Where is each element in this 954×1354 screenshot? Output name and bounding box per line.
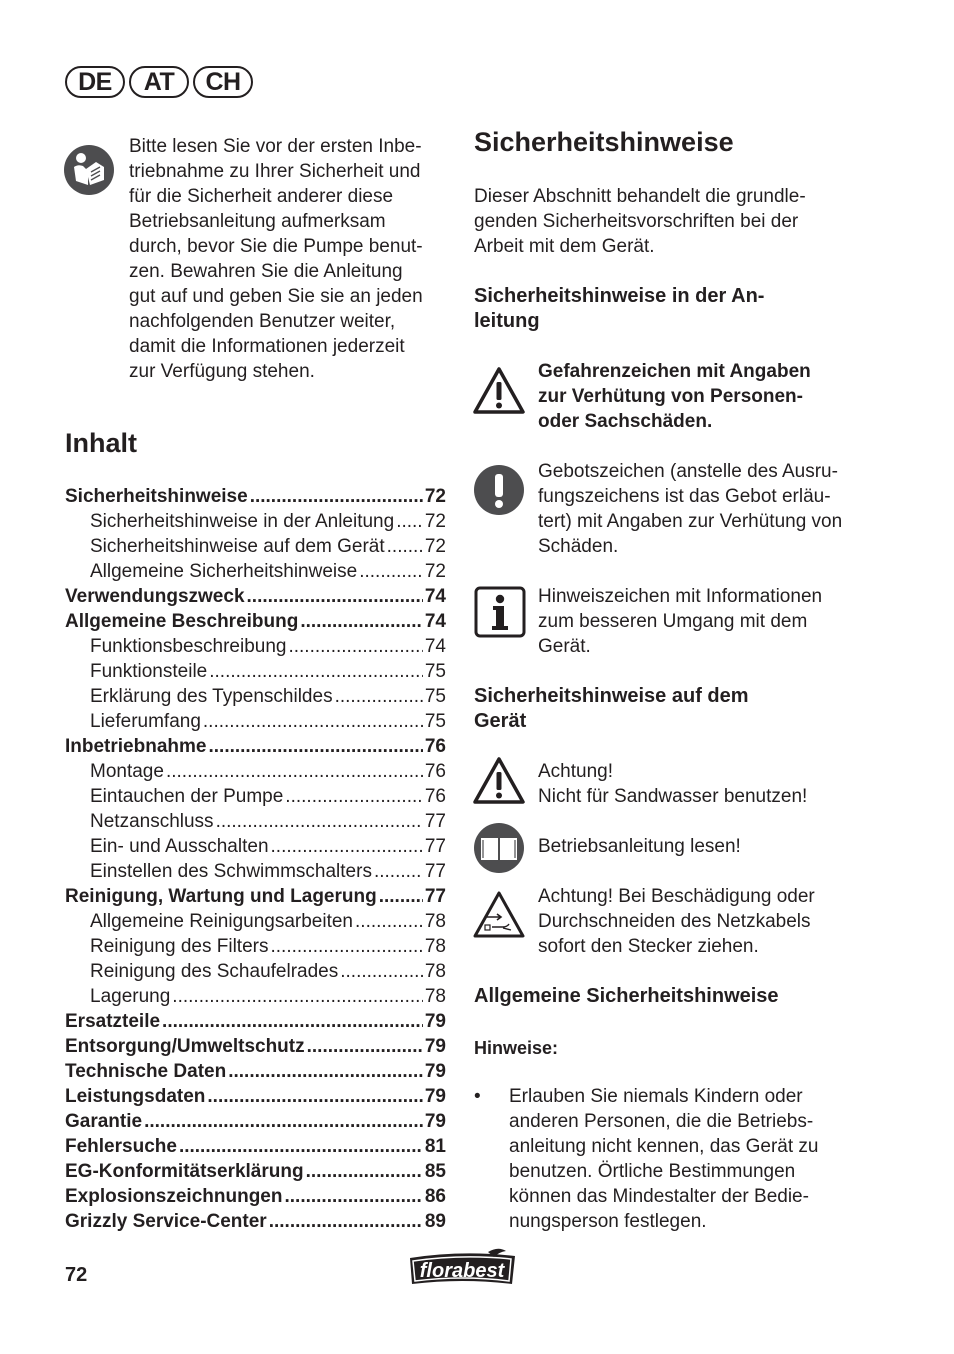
text-line: Achtung! Bei Beschädigung oder: [538, 886, 815, 907]
toc-dot-leader: [144, 1109, 423, 1134]
toc-dot-leader: [172, 984, 423, 1009]
toc-entry: [65, 934, 446, 959]
text-line: Bitte lesen Sie vor der ersten Inbe-: [129, 136, 422, 157]
toc-entry-label: Reinigung des Filters: [90, 936, 269, 957]
text-line: können das Mindestalter der Bedie-: [509, 1186, 809, 1207]
text-line: genden Sicherheitsvorschriften bei der: [474, 211, 799, 232]
toc-entry-label: Inbetriebnahme: [65, 736, 207, 757]
text-line: zen. Bewahren Sie die Anleitung: [129, 261, 403, 282]
text-line: nachfolgenden Benutzer weiter,: [129, 311, 396, 332]
toc-entry-page: 74: [424, 611, 446, 632]
toc-entry: [65, 1034, 446, 1059]
toc-dot-leader: [374, 859, 423, 884]
toc-dot-leader: [288, 634, 422, 659]
toc-entry-page: 78: [424, 986, 446, 1007]
toc-entry-label: Funktionsbeschreibung: [90, 636, 287, 657]
toc-entry-page: 75: [424, 711, 446, 732]
toc-dot-leader: [247, 584, 423, 609]
toc-entry-label: Leistungsdaten: [65, 1086, 206, 1107]
toc-entry-label: Reinigung, Wartung und Lagerung: [65, 886, 377, 907]
country-badge-de: DE: [65, 66, 125, 98]
toc-entry-page: 75: [424, 686, 446, 707]
toc-title: Inhalt: [65, 428, 137, 458]
section-intro: [474, 184, 864, 259]
toc-entry-page: 77: [424, 836, 446, 857]
toc-entry-page: 72: [424, 561, 446, 582]
intro-paragraph: [129, 134, 449, 384]
toc-entry: [65, 759, 446, 784]
text-line: sofort den Stecker ziehen.: [538, 936, 759, 957]
text-line: triebnahme zu Ihrer Sicherheit und: [129, 161, 421, 182]
bullet-text: [509, 1084, 899, 1234]
text-line: nungsperson festlegen.: [509, 1211, 707, 1232]
heading-anleitung: [474, 284, 874, 334]
toc-entry-label: Grizzly Service-Center: [65, 1211, 267, 1232]
sand-warning-text: [538, 759, 928, 809]
mandatory-exclamation-icon: [473, 464, 525, 516]
text-line: oder Sachschäden.: [538, 411, 713, 432]
toc-entry-label: Fehlersuche: [65, 1136, 177, 1157]
toc-entry-label: Allgemeine Beschreibung: [65, 611, 299, 632]
toc-entry-page: 72: [424, 511, 446, 532]
toc-entry-page: 77: [424, 886, 446, 907]
text-line: gut auf und geben Sie sie an jeden: [129, 286, 423, 307]
heading-line: Sicherheitshinweise auf dem: [474, 685, 749, 707]
toc-entry: [65, 659, 446, 684]
section-title: Sicherheitshinweise: [474, 127, 734, 157]
toc-entry-page: 79: [424, 1111, 446, 1132]
toc-entry-label: Garantie: [65, 1111, 143, 1132]
toc-dot-leader: [162, 1009, 423, 1034]
toc-entry: [65, 984, 446, 1009]
toc-dot-leader: [208, 734, 422, 759]
toc-dot-leader: [300, 609, 423, 634]
table-of-contents: [65, 484, 446, 1234]
toc-entry-page: 86: [424, 1186, 446, 1207]
page-number: 72: [65, 1264, 88, 1286]
toc-dot-leader: [271, 834, 423, 859]
text-line: Schäden.: [538, 536, 619, 557]
toc-entry-page: 79: [424, 1036, 446, 1057]
toc-dot-leader: [250, 484, 423, 509]
heading-allgemein: Allgemeine Sicherheitshinweise: [474, 985, 779, 1007]
toc-dot-leader: [269, 1209, 423, 1234]
toc-dot-leader: [270, 934, 422, 959]
toc-entry: [65, 634, 446, 659]
text-line: zur Verhütung von Personen-: [538, 386, 803, 407]
text-line: anleitung nicht kennen, das Gerät zu: [509, 1136, 819, 1157]
toc-dot-leader: [335, 684, 423, 709]
toc-dot-leader: [306, 1159, 423, 1184]
logo-text: florabest: [419, 1260, 505, 1282]
text-line: Achtung!: [538, 761, 613, 782]
unplug-warning-text: [538, 884, 928, 959]
toc-entry-page: 75: [424, 661, 446, 682]
text-line: Gefahrenzeichen mit Angaben: [538, 361, 811, 382]
toc-entry-label: Explosionszeichnungen: [65, 1186, 283, 1207]
toc-dot-leader: [166, 759, 423, 784]
toc-entry-label: Eintauchen der Pumpe: [90, 786, 284, 807]
toc-dot-leader: [207, 1084, 422, 1109]
toc-entry: [65, 1009, 446, 1034]
country-badge-at: AT: [129, 66, 189, 98]
toc-entry-page: 76: [424, 786, 446, 807]
heading-line: Gerät: [474, 710, 527, 732]
toc-entry: [65, 1084, 446, 1109]
danger-sign-description: [538, 359, 928, 434]
toc-entry: [65, 834, 446, 859]
information-icon: [474, 586, 526, 638]
toc-dot-leader: [216, 809, 423, 834]
toc-entry-page: 74: [424, 586, 446, 607]
text-line: anderen Personen, die die Betriebs-: [509, 1111, 814, 1132]
toc-entry-label: Einstellen des Schwimmschalters: [90, 861, 372, 882]
toc-entry: [65, 609, 446, 634]
toc-entry-page: 89: [424, 1211, 446, 1232]
toc-entry-page: 78: [424, 936, 446, 957]
book-icon: [473, 822, 525, 874]
text-line: damit die Informationen jederzeit: [129, 336, 405, 357]
toc-entry: [65, 1209, 446, 1234]
toc-entry: [65, 1184, 446, 1209]
toc-entry-label: Ein- und Ausschalten: [90, 836, 269, 857]
toc-entry-page: 77: [424, 811, 446, 832]
toc-dot-leader: [228, 1059, 423, 1084]
toc-entry-label: Technische Daten: [65, 1061, 227, 1082]
toc-entry: [65, 809, 446, 834]
toc-entry: [65, 534, 446, 559]
toc-entry-label: Reinigung des Schaufelrades: [90, 961, 339, 982]
text-line: Betriebsanleitung lesen!: [538, 836, 741, 857]
toc-entry: [65, 484, 446, 509]
toc-entry: [65, 1134, 446, 1159]
toc-entry-page: 74: [424, 636, 446, 657]
toc-entry-label: Entsorgung/Umweltschutz: [65, 1036, 305, 1057]
heading-geraet: [474, 684, 874, 734]
warning-triangle-icon: [473, 756, 525, 808]
text-line: tert) mit Angaben zur Verhütung von: [538, 511, 843, 532]
toc-dot-leader: [307, 1034, 423, 1059]
text-line: zur Verfügung stehen.: [129, 361, 315, 382]
text-line: Gerät.: [538, 636, 591, 657]
toc-entry: [65, 784, 446, 809]
toc-entry-label: Ersatzteile: [65, 1011, 161, 1032]
toc-entry: [65, 1059, 446, 1084]
toc-dot-leader: [355, 909, 423, 934]
toc-dot-leader: [203, 709, 423, 734]
toc-entry-page: 72: [424, 486, 446, 507]
info-sign-description: [538, 584, 928, 659]
toc-dot-leader: [209, 659, 423, 684]
toc-dot-leader: [359, 559, 423, 584]
toc-entry-label: Lieferumfang: [90, 711, 201, 732]
mandatory-sign-description: [538, 459, 928, 559]
toc-entry-label: Verwendungszweck: [65, 586, 245, 607]
toc-entry-label: Sicherheitshinweise: [65, 486, 248, 507]
toc-entry-page: 72: [424, 536, 446, 557]
text-line: Arbeit mit dem Gerät.: [474, 236, 655, 257]
toc-entry-page: 79: [424, 1011, 446, 1032]
toc-entry: [65, 734, 446, 759]
text-line: Gebotszeichen (anstelle des Ausru-: [538, 461, 838, 482]
toc-entry: [65, 509, 446, 534]
toc-entry-label: Sicherheitshinweise in der Anleitung: [90, 511, 395, 532]
toc-entry: [65, 709, 446, 734]
text-line: Erlauben Sie niemals Kindern oder: [509, 1086, 803, 1107]
toc-dot-leader: [379, 884, 423, 909]
read-manual-text: [538, 834, 928, 859]
toc-entry-label: Allgemeine Sicherheitshinweise: [90, 561, 358, 582]
toc-dot-leader: [340, 959, 423, 984]
text-line: fungszeichens ist das Gebot erläu-: [538, 486, 831, 507]
read-manual-icon: [64, 145, 114, 195]
toc-entry: [65, 1109, 446, 1134]
toc-entry: [65, 684, 446, 709]
toc-entry-label: Sicherheitshinweise auf dem Gerät: [90, 536, 385, 557]
toc-dot-leader: [396, 509, 423, 534]
toc-entry: [65, 584, 446, 609]
toc-entry: [65, 859, 446, 884]
text-line: Nicht für Sandwasser benutzen!: [538, 786, 808, 807]
toc-entry-page: 81: [424, 1136, 446, 1157]
florabest-logo: [406, 1248, 519, 1288]
toc-dot-leader: [387, 534, 423, 559]
toc-dot-leader: [179, 1134, 423, 1159]
toc-entry: [65, 884, 446, 909]
toc-entry-label: Montage: [90, 761, 164, 782]
toc-dot-leader: [285, 784, 423, 809]
toc-dot-leader: [284, 1184, 422, 1209]
toc-entry-page: 78: [424, 961, 446, 982]
toc-entry-page: 76: [424, 736, 446, 757]
text-line: durch, bevor Sie die Pumpe benut-: [129, 236, 423, 257]
toc-entry: [65, 559, 446, 584]
unplug-warning-icon: [473, 890, 525, 942]
text-line: benutzen. Örtliche Bestimmungen: [509, 1161, 796, 1182]
toc-entry-label: Funktionsteile: [90, 661, 208, 682]
country-badge-ch: CH: [193, 66, 253, 98]
text-line: Dieser Abschnitt behandelt die grundle-: [474, 186, 806, 207]
toc-entry-label: EG-Konformitätserklärung: [65, 1161, 304, 1182]
toc-entry-label: Allgemeine Reinigungsarbeiten: [90, 911, 354, 932]
toc-entry-page: 76: [424, 761, 446, 782]
toc-entry: [65, 959, 446, 984]
toc-entry-label: Netzanschluss: [90, 811, 214, 832]
toc-entry-page: 79: [424, 1086, 446, 1107]
toc-entry-label: Erklärung des Typenschildes: [90, 686, 333, 707]
toc-entry-page: 77: [424, 861, 446, 882]
warning-triangle-icon: [473, 366, 525, 418]
text-line: für die Sicherheit anderer diese: [129, 186, 394, 207]
heading-line: leitung: [474, 310, 540, 332]
toc-entry-page: 78: [424, 911, 446, 932]
toc-entry-page: 79: [424, 1061, 446, 1082]
toc-entry: [65, 1159, 446, 1184]
bullet-point: •: [474, 1086, 481, 1107]
text-line: Durchschneiden des Netzkabels: [538, 911, 811, 932]
heading-line: Sicherheitshinweise in der An-: [474, 285, 765, 307]
toc-entry-label: Lagerung: [90, 986, 171, 1007]
country-badges: [65, 66, 253, 98]
toc-entry-page: 85: [424, 1161, 446, 1182]
toc-entry: [65, 909, 446, 934]
text-line: Betriebsanleitung aufmerksam: [129, 211, 386, 232]
text-line: Hinweiszeichen mit Informationen: [538, 586, 823, 607]
hinweise-label: Hinweise:: [474, 1038, 559, 1058]
text-line: zum besseren Umgang mit dem: [538, 611, 808, 632]
